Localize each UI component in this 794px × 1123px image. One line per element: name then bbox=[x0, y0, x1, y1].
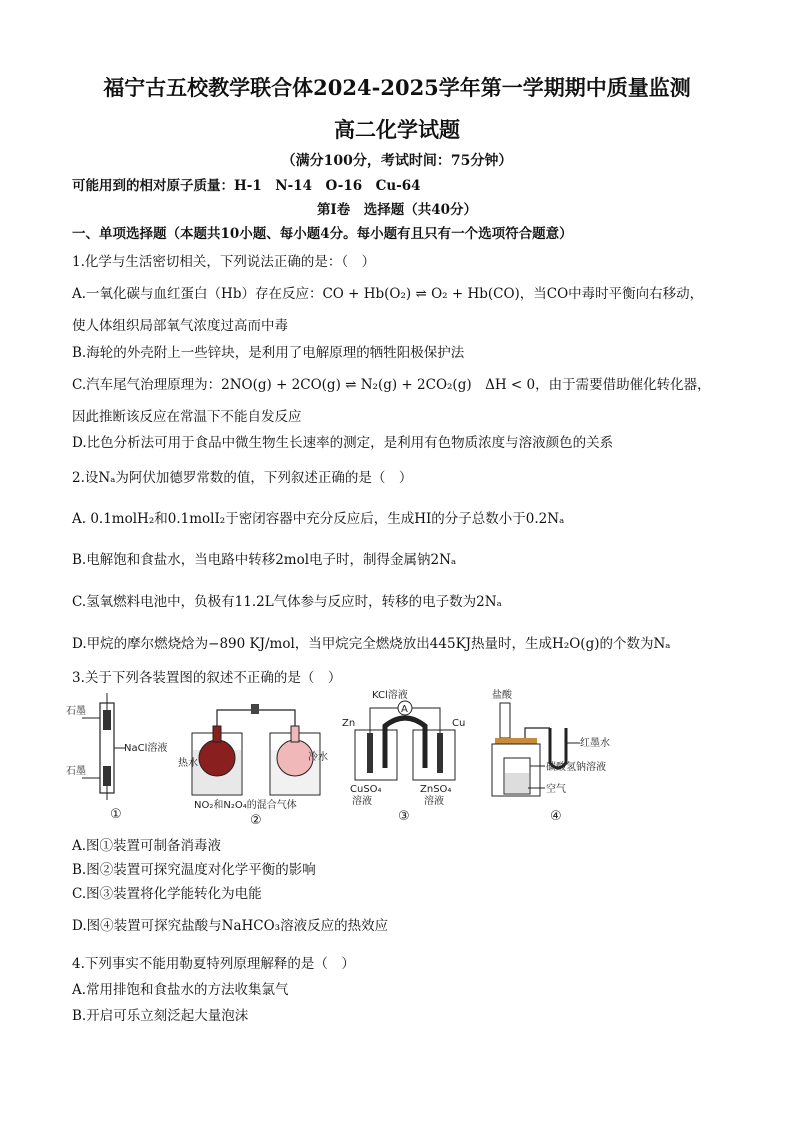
q3-option-b: B.图②装置可探究温度对化学平衡的影响 bbox=[72, 862, 316, 878]
fig2-hot-label: 热水 bbox=[178, 758, 198, 769]
exam-info: （满分100分，考试时间：75分钟） bbox=[281, 153, 513, 169]
fig1-solution-label: NaCl溶液 bbox=[124, 743, 168, 754]
section-heading: 一、单项选择题（本题共10小题、每小题4分。每小题有且只有一个选项符合题意） bbox=[72, 226, 573, 242]
q2-option-d: D.甲烷的摩尔燃烧焓为−890 KJ/mol，当甲烷完全燃烧放出445KJ热量时，生成H₂O(g)的个数为Nₐ bbox=[72, 636, 671, 652]
fig4-air-label: 空气 bbox=[546, 784, 566, 795]
q2-stem: 2.设Nₐ为阿伏加德罗常数的值，下列叙述正确的是（ ） bbox=[72, 470, 413, 486]
fig3-right-metal: Cu bbox=[452, 718, 466, 729]
q3-option-a: A.图①装置可制备消毒液 bbox=[72, 838, 222, 854]
q3-stem: 3.关于下列各装置图的叙述不正确的是（ ） bbox=[72, 670, 342, 686]
q2-option-c: C.氢氧燃料电池中，负极有11.2L气体参与反应时，转移的电子数为2Nₐ bbox=[72, 594, 502, 610]
q2-option-a: A. 0.1molH₂和0.1molI₂于密闭容器中充分反应后，生成HI的分子总数小于0.2Nₐ bbox=[72, 511, 565, 527]
fig2-number: ② bbox=[250, 813, 262, 828]
q2-option-b: B.电解饱和食盐水，当电路中转移2mol电子时，制得金属钠2Nₐ bbox=[72, 552, 457, 568]
volume-heading: 第Ⅰ卷 选择题（共40分） bbox=[316, 202, 478, 218]
fig3-left-solution: CuSO₄ bbox=[350, 784, 382, 795]
fig3-left-metal: Zn bbox=[342, 718, 356, 729]
figure-3 bbox=[340, 688, 470, 827]
fig3-right-solution: ZnSO₄ bbox=[420, 784, 452, 795]
exam-title: 福宁古五校教学联合体2024-2025学年第一学期期中质量监测 bbox=[103, 75, 691, 100]
fig3-salt-bridge-label: KCl溶液 bbox=[372, 690, 408, 701]
exam-subtitle: 高二化学试题 bbox=[334, 117, 460, 142]
q4-stem: 4.下列事实不能用勒夏特列原理解释的是（ ） bbox=[72, 956, 355, 972]
fig3-left-solution-2: 溶液 bbox=[352, 796, 372, 807]
fig3-meter: A bbox=[401, 704, 408, 715]
q1-stem: 1.化学与生活密切相关，下列说法正确的是：（ ） bbox=[72, 254, 376, 270]
fig1-label-top: 石墨 bbox=[66, 706, 86, 717]
fig4-solution-label: 碳酸氢钠溶液 bbox=[546, 762, 606, 773]
fig3-right-solution-2: 溶液 bbox=[424, 796, 444, 807]
q1-option-d: D.比色分析法可用于食品中微生物生长速率的测定，是利用有色物质浓度与溶液颜色的关系 bbox=[72, 435, 614, 451]
q3-option-c: C.图③装置将化学能转化为电能 bbox=[72, 886, 262, 902]
q4-option-a: A.常用排饱和食盐水的方法收集氯气 bbox=[72, 982, 289, 998]
q1-option-a: A.一氧化碳与血红蛋白（Hb）存在反应：CO + Hb(O₂) ⇌ O₂ + Hb(CO)，当CO中毒时平衡向右移动， bbox=[72, 286, 704, 302]
q3-option-d: D.图④装置可探究盐酸与NaHCO₃溶液反应的热效应 bbox=[72, 918, 389, 934]
q4-option-b: B.开启可乐立刻泛起大量泡沫 bbox=[72, 1008, 249, 1024]
figure-2 bbox=[180, 688, 330, 827]
q1-option-c-cont: 因此推断该反应在常温下不能自发反应 bbox=[72, 409, 302, 425]
fig1-label-bottom: 石墨 bbox=[66, 766, 86, 777]
atomic-mass: 可能用到的相对原子质量：H-1 N-14 O-16 Cu-64 bbox=[72, 178, 421, 194]
fig4-acid-label: 盐酸 bbox=[492, 690, 512, 701]
q1-option-b: B.海轮的外壳附上一些锌块，是利用了电解原理的牺牲阳极保护法 bbox=[72, 345, 465, 361]
q1-option-c: C.汽车尾气治理原理为：2NO(g) + 2CO(g) ⇌ N₂(g) + 2CO₂(g) ΔH < 0，由于需要借助催化转化器， bbox=[72, 377, 711, 393]
fig2-gas-label: NO₂和N₂O₄的混合气体 bbox=[194, 800, 297, 811]
fig1-number: ① bbox=[110, 807, 122, 822]
q1-option-a-cont: 使人体组织局部氧气浓度过高而中毒 bbox=[72, 318, 288, 334]
fig4-number: ④ bbox=[550, 809, 562, 824]
fig2-cold-label: 冷水 bbox=[308, 752, 328, 763]
figure-1 bbox=[66, 688, 180, 827]
apparatus-figures bbox=[66, 688, 730, 828]
fig4-ink-label: 红墨水 bbox=[580, 738, 610, 749]
fig3-number: ③ bbox=[398, 809, 410, 824]
figure-4 bbox=[490, 688, 640, 827]
